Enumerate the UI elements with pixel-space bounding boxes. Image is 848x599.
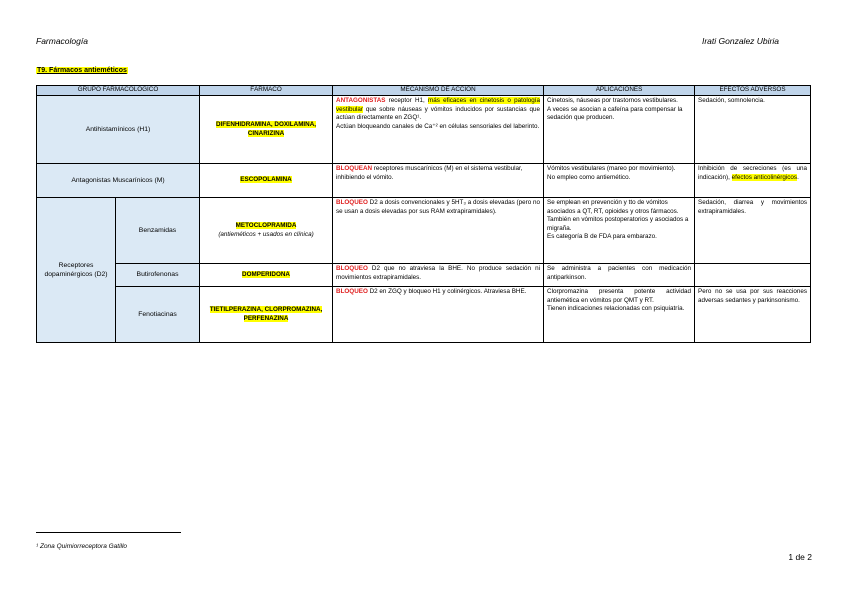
table-header-row [37, 86, 811, 96]
applications-cell: Se administra a pacientes con medicación antiparkinson. [544, 264, 695, 287]
header-subject: Farmacología [36, 36, 88, 46]
mechanism-text: D2 a dosis convencionales y 5HT₃ a dosis elevadas (pero no se usan a dosis elevadas por sus RAM extrapiramidales). [336, 199, 541, 215]
mechanism-keyword: BLOQUEAN [336, 165, 373, 172]
section-title: T9. Fármacos antieméticos [37, 67, 127, 74]
drug-names: DOMPERIDONA [242, 270, 290, 278]
applications-cell [544, 164, 695, 198]
adverse-text-2: . [797, 173, 799, 181]
mechanism-text: D2 que no atraviesa la BHE. No produce sedación ni movimientos extrapiramidales. [336, 265, 541, 281]
application-item: No empleo como antiemético. [547, 173, 631, 181]
drug-names: METOCLOPRAMIDA [235, 222, 297, 229]
col-header-group: GRUPO FARMACOLÓGICO [37, 86, 200, 96]
drug-cell [200, 96, 333, 164]
footnote: ¹ Zona Quimiorreceptora Gatillo [36, 543, 128, 550]
mechanism-cell [333, 164, 544, 198]
mechanism-text: receptor H1, [385, 97, 429, 104]
mechanism-cell [333, 198, 544, 264]
col-header-adverse-effects: EFECTOS ADVERSOS [695, 86, 811, 96]
drug-cell [200, 198, 333, 264]
mechanism-text: D2 en ZGQ y bloqueo H1 y colinérgicos. Atraviesa BHE. [367, 288, 527, 295]
col-header-drug: FÁRMACO [200, 86, 333, 96]
mechanism-cell [333, 264, 544, 287]
col-header-applications: APLICACIONES [544, 86, 695, 96]
antiemetics-table [36, 85, 811, 343]
mechanism-text-2: que sobre náuseas y vómitos inducidos por sustancias que actúan directamente en ZGQ¹. [336, 105, 541, 121]
adverse-text: Inhibición de secreciones (es una indicación), [698, 165, 808, 181]
drug-cell [200, 164, 333, 198]
adverse-effects-cell [695, 264, 811, 287]
col-header-mechanism: MECANISMO DE ACCIÓN [333, 86, 544, 96]
application-item: Es categoría B de FDA para embarazo. [547, 233, 657, 240]
application-item: Clorpromazina presenta potente actividad antiemética en vómitos por QMT y RT. [547, 288, 692, 304]
drug-cell [200, 287, 333, 343]
mechanism-keyword: BLOQUEO [336, 199, 368, 206]
application-item: Tienen indicaciones relacionadas con psiquiatría. [547, 305, 685, 312]
application-item: También en vómitos postoperatorios y asociados a migraña. [547, 216, 689, 232]
application-item: Cinetosis, náuseas por trastornos vestibulares. [547, 97, 678, 104]
drug-names: DIFENHIDRAMINA, DOXILAMINA, CINARIZINA [215, 121, 317, 137]
application-item: Vómitos vestibulares (mareo por movimiento). [547, 165, 676, 172]
adverse-effects-cell: Sedación, diarrea y movimientos extrapiramidales. [695, 198, 811, 264]
drug-note: (antieméticos + usados en clínica) [218, 230, 314, 238]
table-row-benzamidas [37, 198, 811, 264]
table-row-butirofenonas [37, 264, 811, 287]
applications-cell [544, 96, 695, 164]
mechanism-keyword: BLOQUEO [336, 288, 368, 295]
subgroup-cell: Fenotiacinas [116, 287, 200, 343]
drug-names: TIETILPERAZINA, CLORPROMAZINA, PERFENAZINA [209, 306, 323, 322]
adverse-effects-cell: Sedación, somnolencia. [695, 96, 811, 164]
applications-cell [544, 198, 695, 264]
application-item: A veces se asocian a cafeína para compensar la sedación que producen. [547, 105, 683, 121]
mechanism-keyword: BLOQUEO [336, 265, 368, 272]
drug-names: ESCOPOLAMINA [240, 176, 292, 184]
footnote-divider [36, 532, 181, 533]
subgroup-cell: Benzamidas [116, 198, 200, 264]
header-author: Irati Gonzalez Ubiria [701, 36, 779, 46]
subgroup-cell: Butirofenonas [116, 264, 200, 287]
drug-cell [200, 264, 333, 287]
mechanism-highlight: más eficaces en cinetosis o patología vestibular [336, 97, 540, 113]
mechanism-keyword: ANTAGONISTAS [336, 97, 386, 104]
adverse-effects-cell: Pero no se usa por sus reacciones adversas sedantes y parkinsonismo. [695, 287, 811, 343]
mechanism-cell [333, 287, 544, 343]
adverse-highlight: efectos anticolinérgicos [731, 173, 798, 181]
mechanism-text-3: Actúan bloqueando canales de Ca⁺² en células sensoriales del laberinto. [336, 122, 540, 130]
table-row-antihistaminicos [37, 96, 811, 164]
applications-cell [544, 287, 695, 343]
adverse-effects-cell [695, 164, 811, 198]
group-cell-dopaminergic: Receptores dopaminérgicos (D2) [37, 198, 116, 343]
table-row-fenotiacinas [37, 287, 811, 343]
mechanism-cell [333, 96, 544, 164]
table-row-muscarinicos [37, 164, 811, 198]
mechanism-text: receptores muscarínicos (M) en el sistema vestibular, inhibiendo el vómito. [336, 165, 523, 181]
group-cell: Antagonistas Muscarínicos (M) [37, 164, 200, 198]
group-cell: Antihistamínicos (H1) [37, 96, 200, 164]
page-number: 1 de 2 [788, 552, 812, 562]
application-item: Se emplean en prevención y tto de vómitos asociados a QT, RT, opioides y otros fármacos. [547, 199, 679, 215]
